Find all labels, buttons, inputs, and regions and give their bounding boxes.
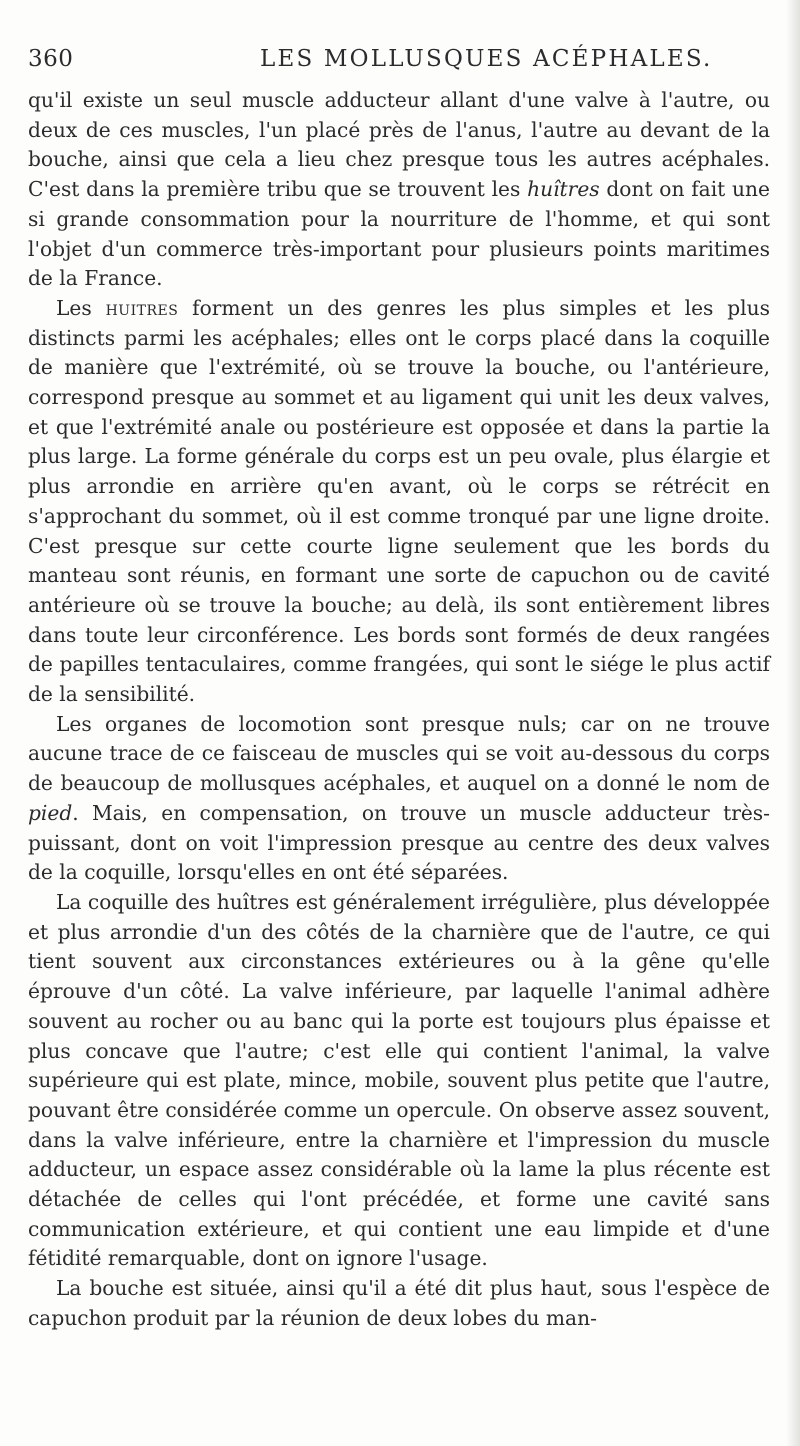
text-span: . Mais, en compensation, on trouve un muscle adducteur très-puissant, dont on voit l'impression presque au centre des deux valves de la coquille, lorsqu'elles en ont été séparées. [28,800,770,885]
smallcaps-term-huitres: huitres [105,295,179,320]
text-span: forment un des genres les plus simples et les plus distincts parmi les acéphales; elles ont le corps placé dans la coquille de manière que l'extrémité, où se trouve la bouche, ou l'antérieure, correspond presque au sommet et au ligament qui unit les deux valves, et que l'extrémité anale ou postérieure est opposée et dans la partie la plus large. La forme générale du corps est un peu ovale, plus élargie et plus arrondie en arrière qu'en avant, où le corps se rétrécit en s'approchant du sommet, où il est comme tronqué par une ligne droite. C'est presque sur cette courte ligne seulement que les bords du manteau sont réunis, en formant une sorte de capuchon ou de cavité antérieure où se trouve la bouche; au delà, ils sont entièrement libres dans toute leur circonférence. Les bords sont formés de deux rangées de papilles tentaculaires, comme frangées, qui sont le siége le plus actif de la sensibilité. [28,295,770,707]
page-number: 360 [28,46,74,72]
paragraph-2 [28,294,770,710]
italic-term-pied: pied [28,800,73,825]
text-span: qu'il existe un seul muscle adducteur allant d'une valve à l'autre, ou deux de ces muscles, l'un placé près de l'anus, l'autre au devant de la bouche, ainsi que cela a lieu chez presque tous les autres acéphales. C'est dans la première tribu que se trouvent les [28,88,770,202]
text-span: La coquille des huîtres est généralement irrégulière, plus développée et plus arrondie d'un des côtés de la charnière que de l'autre, ce qui tient souvent aux circonstances extérieures ou à la gêne qu'elle éprouve d'un côté. La valve inférieure, par laquelle l'animal adhère souvent au rocher ou au banc qui la porte est toujours plus épaisse et plus concave que l'autre; c'est elle qui contient l'animal, la valve supérieure qui est plate, mince, mobile, souvent plus petite que l'autre, pouvant être considérée comme un opercule. On observe assez souvent, dans la valve inférieure, entre la charnière et l'impression du muscle adducteur, un espace assez considérable où la lame la plus récente est détachée de celles qui l'ont précédée, et forme une cavité sans communication extérieure, et qui contient une eau limpide et d'une fétidité remarquable, dont on ignore l'usage. [28,889,770,1271]
paragraph-1 [28,86,770,294]
text-span: Les organes de locomotion sont presque nuls; car on ne trouve aucune trace de ce faisceau de muscles qui se voit au-dessous du corps de beaucoup de mollusques acéphales, et auquel on a donné le nom de [28,711,770,796]
text-span: Les [56,295,106,320]
paragraph-3 [28,710,770,888]
running-title: LES MOLLUSQUES ACÉPHALES. [260,46,713,72]
page-edge-shadow [786,0,800,1446]
italic-term-huitres: huîtres [527,177,600,202]
text-span: La bouche est située, ainsi qu'il a été dit plus haut, sous l'espèce de capuchon produit par la réunion de deux lobes du man- [28,1276,770,1330]
text-span: dont on fait une si grande consommation pour la nourriture de l'homme, et qui sont l'objet d'un commerce très-important pour plusieurs points maritimes de la France. [28,177,770,291]
body-text [28,86,770,1334]
paragraph-5 [28,1274,770,1333]
running-head [28,46,770,86]
paragraph-4 [28,888,770,1274]
